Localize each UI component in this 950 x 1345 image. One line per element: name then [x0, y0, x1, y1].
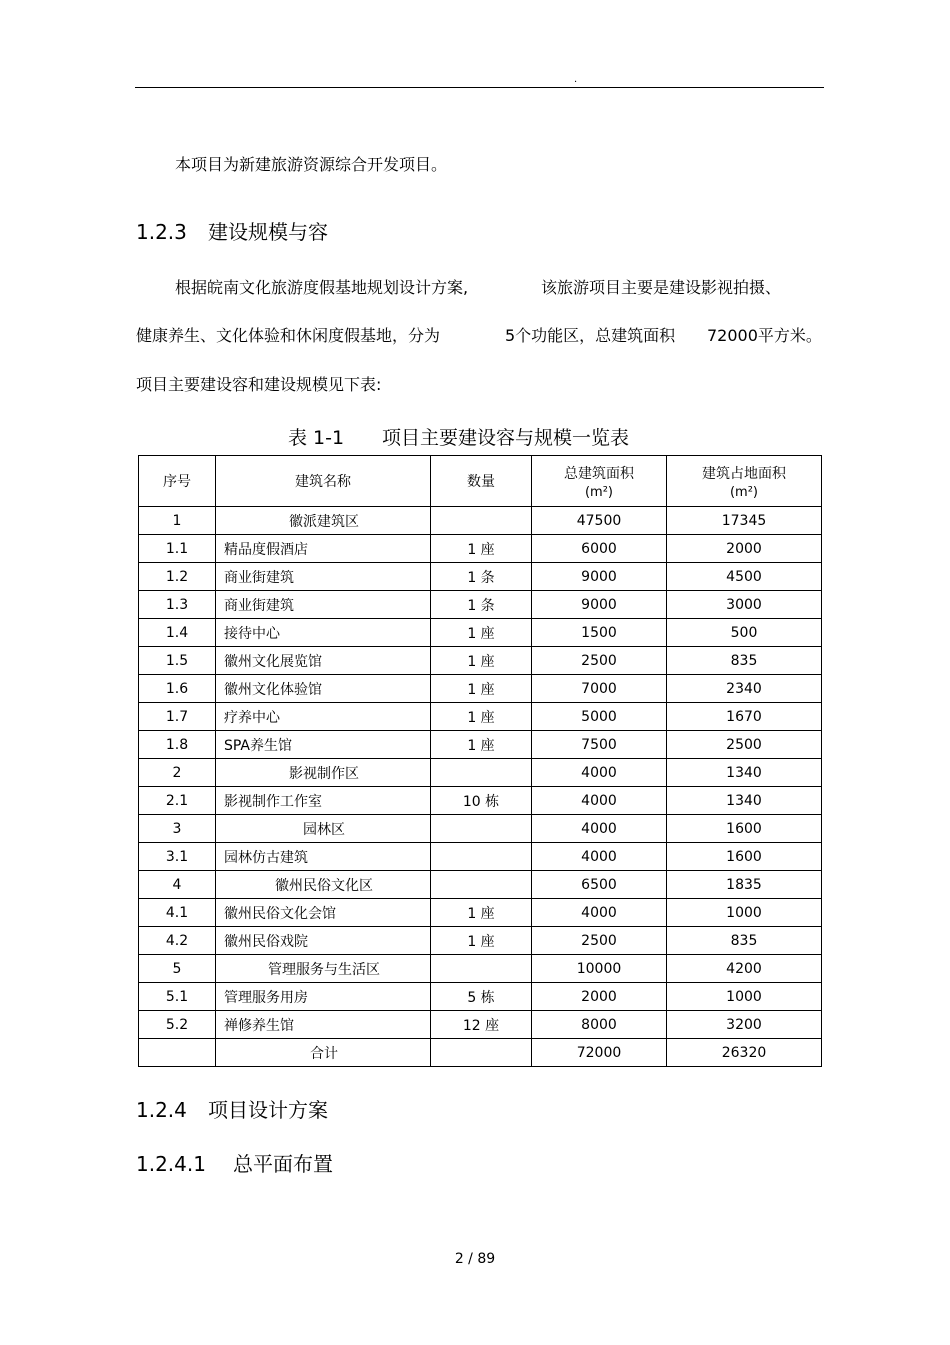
- cell-name: 合计: [216, 1039, 431, 1067]
- cell-name: 禅修养生馆: [216, 1011, 431, 1039]
- header-total-area-unit: (m²): [584, 484, 614, 500]
- cell-name: SPA养生馆: [216, 731, 431, 759]
- cell-name: 管理服务与生活区: [216, 955, 431, 983]
- section-title: 总平面布置: [233, 1152, 333, 1176]
- cell-name: 商业街建筑: [216, 591, 431, 619]
- header-mark: .: [574, 74, 578, 85]
- cell-total: 6500: [532, 871, 667, 899]
- cell-qty: [431, 815, 532, 843]
- cell-seq: 4.1: [139, 899, 216, 927]
- table-row: [139, 815, 822, 843]
- section-heading-1-2-3: [136, 220, 328, 244]
- section-title: 项目设计方案: [208, 1098, 328, 1122]
- cell-qty: [431, 955, 532, 983]
- cell-total: 7500: [532, 731, 667, 759]
- cell-qty: 5 栋: [431, 983, 532, 1011]
- cell-qty: 1 条: [431, 563, 532, 591]
- cell-total: 9000: [532, 563, 667, 591]
- cell-total: 8000: [532, 1011, 667, 1039]
- cell-qty: 12 座: [431, 1011, 532, 1039]
- section-heading-1-2-4: [136, 1098, 328, 1122]
- cell-seq: 4.2: [139, 927, 216, 955]
- header-rule: [135, 87, 824, 88]
- cell-name: 徽州民俗戏院: [216, 927, 431, 955]
- cell-name: 徽州民俗文化会馆: [216, 899, 431, 927]
- cell-seq: 4: [139, 871, 216, 899]
- section-number: 1.2.3: [136, 220, 187, 244]
- header-total-area: [532, 456, 667, 507]
- cell-qty: 1 座: [431, 731, 532, 759]
- cell-land: 2340: [667, 675, 822, 703]
- cell-name: 徽派建筑区: [216, 507, 431, 535]
- para1-line1-a: 根据皖南文化旅游度假基地规划设计方案,: [175, 278, 469, 297]
- cell-name: 疗养中心: [216, 703, 431, 731]
- cell-total: 4000: [532, 815, 667, 843]
- cell-name: 园林区: [216, 815, 431, 843]
- cell-total: 1500: [532, 619, 667, 647]
- cell-qty: 1 座: [431, 535, 532, 563]
- table-row: [139, 843, 822, 871]
- cell-land: 4200: [667, 955, 822, 983]
- cell-seq: 3.1: [139, 843, 216, 871]
- cell-land: 1340: [667, 787, 822, 815]
- cell-seq: 1.2: [139, 563, 216, 591]
- cell-total: 47500: [532, 507, 667, 535]
- cell-name: 徽州民俗文化区: [216, 871, 431, 899]
- cell-land: 835: [667, 647, 822, 675]
- cell-qty: 1 座: [431, 647, 532, 675]
- cell-seq: 1.4: [139, 619, 216, 647]
- table-caption-title: 项目主要建设容与规模一览表: [382, 427, 630, 449]
- cell-total: 7000: [532, 675, 667, 703]
- cell-seq: 1.5: [139, 647, 216, 675]
- cell-land: 1340: [667, 759, 822, 787]
- cell-total: 2500: [532, 927, 667, 955]
- table-row: [139, 1039, 822, 1067]
- table-row: [139, 983, 822, 1011]
- cell-seq: 2.1: [139, 787, 216, 815]
- header-qty: 数量: [431, 456, 532, 507]
- cell-name: 园林仿古建筑: [216, 843, 431, 871]
- cell-seq: 1.8: [139, 731, 216, 759]
- cell-qty: 1 条: [431, 591, 532, 619]
- section-number: 1.2.4: [136, 1098, 187, 1122]
- table-header-row: [139, 456, 822, 507]
- cell-seq: 3: [139, 815, 216, 843]
- section-number: 1.2.4.1: [136, 1152, 206, 1176]
- cell-land: 1000: [667, 983, 822, 1011]
- cell-seq: 5.1: [139, 983, 216, 1011]
- cell-land: 835: [667, 927, 822, 955]
- table-row: [139, 563, 822, 591]
- cell-seq: 5: [139, 955, 216, 983]
- cell-land: 2000: [667, 535, 822, 563]
- cell-qty: 1 座: [431, 899, 532, 927]
- table-row: [139, 703, 822, 731]
- cell-land: 1600: [667, 843, 822, 871]
- construction-scale-table: [138, 455, 822, 1067]
- cell-land: 500: [667, 619, 822, 647]
- cell-land: 3000: [667, 591, 822, 619]
- cell-qty: 1 座: [431, 619, 532, 647]
- cell-total: 72000: [532, 1039, 667, 1067]
- cell-name: 影视制作工作室: [216, 787, 431, 815]
- cell-qty: [431, 507, 532, 535]
- cell-seq: 1.1: [139, 535, 216, 563]
- intro-paragraph: 本项目为新建旅游资源综合开发项目。: [175, 155, 448, 174]
- cell-land: 1670: [667, 703, 822, 731]
- cell-seq: 1.7: [139, 703, 216, 731]
- table-row: [139, 787, 822, 815]
- section-title: 建设规模与容: [208, 220, 328, 244]
- cell-seq: 2: [139, 759, 216, 787]
- cell-land: 1835: [667, 871, 822, 899]
- header-name: 建筑名称: [216, 456, 431, 507]
- table-row: [139, 899, 822, 927]
- para1-line2-c: 72000平方米。: [707, 326, 822, 345]
- cell-name: 商业街建筑: [216, 563, 431, 591]
- cell-total: 9000: [532, 591, 667, 619]
- cell-qty: [431, 843, 532, 871]
- cell-qty: 1 座: [431, 927, 532, 955]
- table-row: [139, 955, 822, 983]
- table-row: [139, 871, 822, 899]
- cell-seq: 1.6: [139, 675, 216, 703]
- cell-name: 徽州文化展览馆: [216, 647, 431, 675]
- table-row: [139, 591, 822, 619]
- cell-total: 4000: [532, 899, 667, 927]
- table-row: [139, 535, 822, 563]
- table-caption: [288, 426, 629, 450]
- cell-total: 10000: [532, 955, 667, 983]
- cell-qty: [431, 759, 532, 787]
- cell-qty: [431, 1039, 532, 1067]
- cell-name: 精品度假酒店: [216, 535, 431, 563]
- para1-line2-a: 健康养生、文化体验和休闲度假基地，分为: [136, 326, 441, 345]
- cell-land: 17345: [667, 507, 822, 535]
- table-row: [139, 675, 822, 703]
- cell-name: 影视制作区: [216, 759, 431, 787]
- cell-seq: 5.2: [139, 1011, 216, 1039]
- para1-line1-b: 该旅游项目主要是建设影视拍摄、: [541, 278, 782, 297]
- cell-qty: 10 栋: [431, 787, 532, 815]
- cell-total: 6000: [532, 535, 667, 563]
- table-row: [139, 507, 822, 535]
- para1-line3: 项目主要建设容和建设规模见下表:: [136, 375, 382, 394]
- cell-total: 2000: [532, 983, 667, 1011]
- cell-qty: 1 座: [431, 703, 532, 731]
- header-land-area-unit: (m²): [729, 484, 759, 500]
- table-caption-number: 表 1-1: [288, 427, 345, 449]
- cell-land: 3200: [667, 1011, 822, 1039]
- cell-total: 4000: [532, 787, 667, 815]
- cell-name: 接待中心: [216, 619, 431, 647]
- table-row: [139, 1011, 822, 1039]
- table-row: [139, 619, 822, 647]
- header-land-area-label: 建筑占地面积: [702, 465, 786, 482]
- cell-qty: 1 座: [431, 675, 532, 703]
- cell-land: 1600: [667, 815, 822, 843]
- cell-land: 4500: [667, 563, 822, 591]
- cell-land: 2500: [667, 731, 822, 759]
- cell-name: 管理服务用房: [216, 983, 431, 1011]
- page-number: 2 / 89: [454, 1251, 496, 1267]
- cell-total: 2500: [532, 647, 667, 675]
- cell-qty: [431, 871, 532, 899]
- cell-total: 4000: [532, 759, 667, 787]
- header-seq: 序号: [139, 456, 216, 507]
- table-row: [139, 731, 822, 759]
- table-body: [139, 507, 822, 1067]
- section-heading-1-2-4-1: [136, 1152, 333, 1176]
- cell-seq: [139, 1039, 216, 1067]
- cell-land: 1000: [667, 899, 822, 927]
- table-row: [139, 927, 822, 955]
- cell-total: 4000: [532, 843, 667, 871]
- cell-seq: 1: [139, 507, 216, 535]
- cell-total: 5000: [532, 703, 667, 731]
- cell-land: 26320: [667, 1039, 822, 1067]
- header-land-area: [667, 456, 822, 507]
- cell-seq: 1.3: [139, 591, 216, 619]
- cell-name: 徽州文化体验馆: [216, 675, 431, 703]
- header-total-area-label: 总建筑面积: [564, 465, 634, 482]
- table-row: [139, 647, 822, 675]
- table-row: [139, 759, 822, 787]
- para1-line2-b: 5个功能区，总建筑面积: [505, 326, 676, 345]
